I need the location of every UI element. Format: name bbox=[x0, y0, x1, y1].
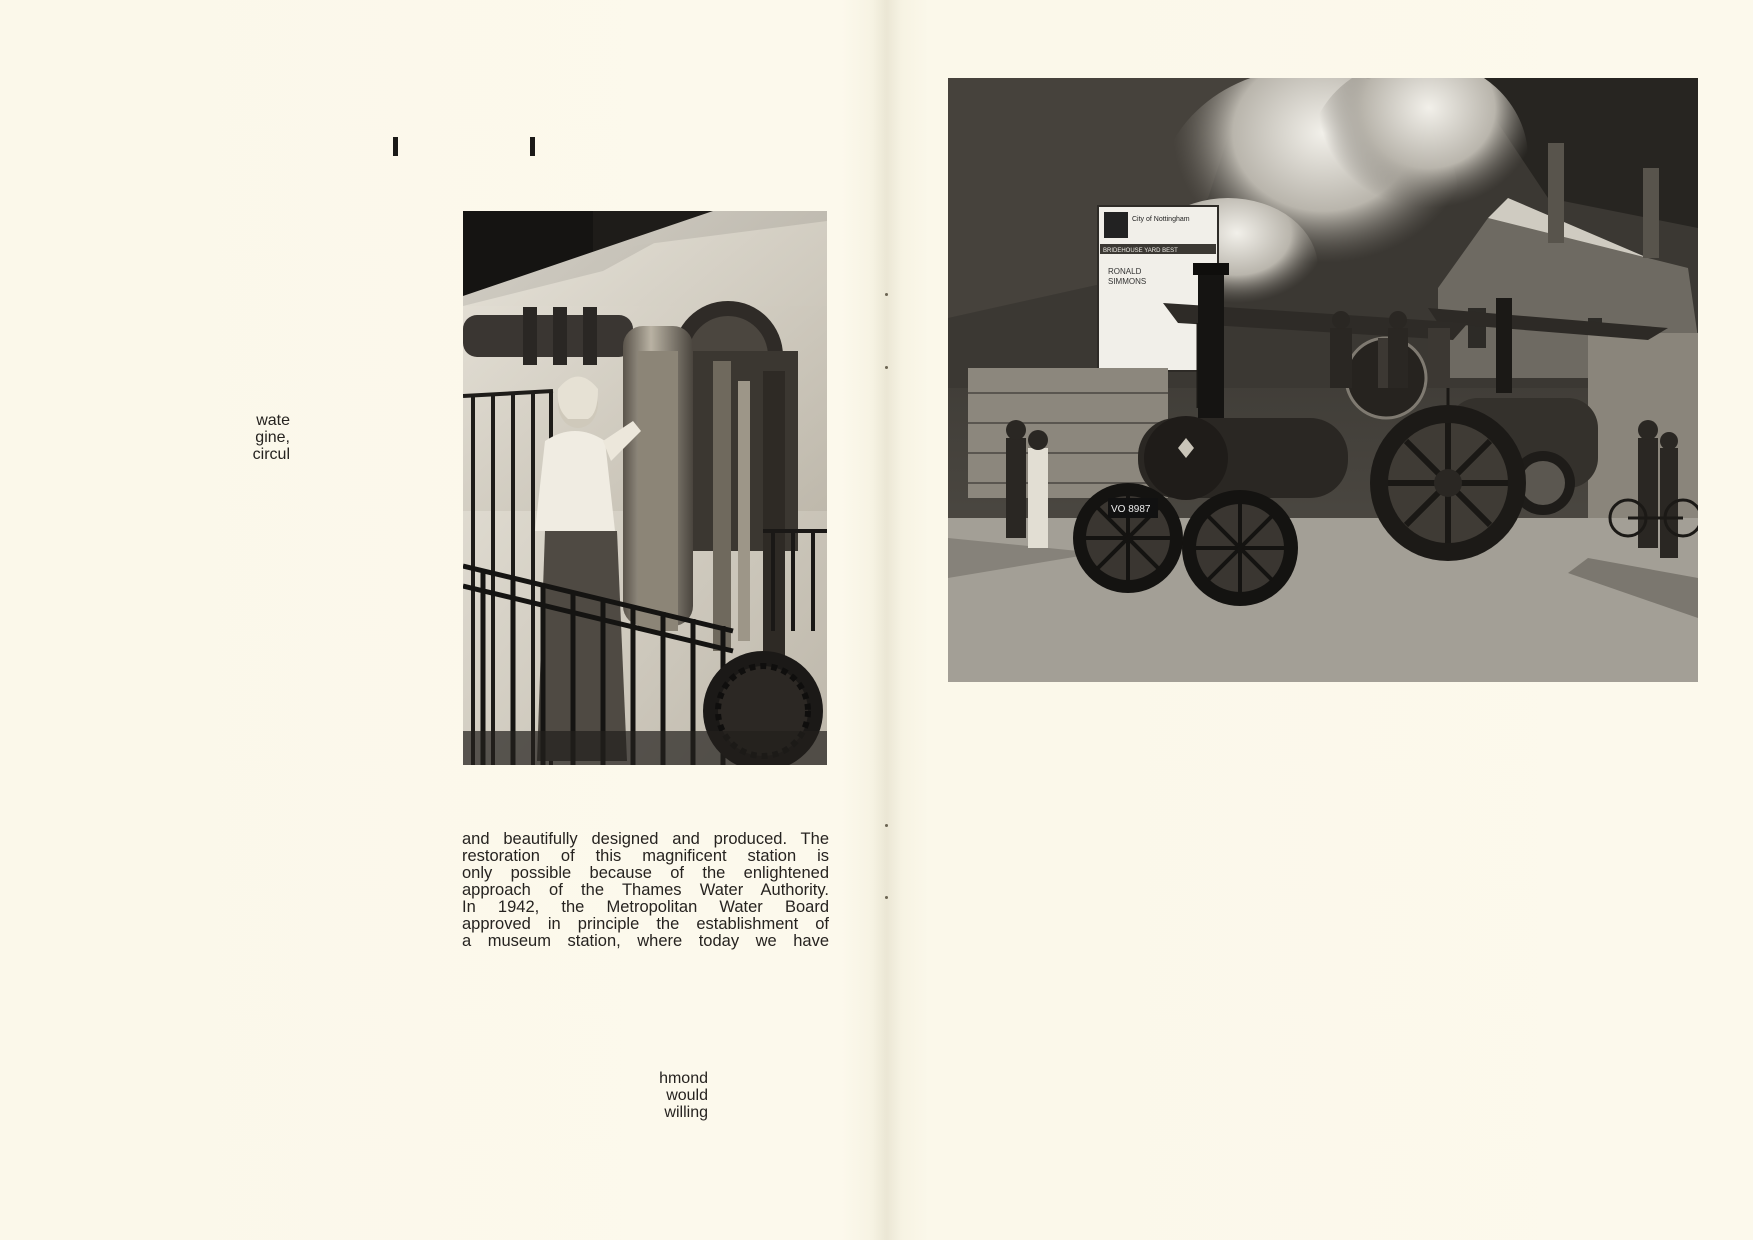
text-fragment-bottom: hmond would willing bbox=[659, 1070, 708, 1121]
beam-engine-illustration bbox=[463, 211, 827, 765]
print-speck bbox=[885, 896, 888, 899]
print-speck bbox=[885, 824, 888, 827]
body-line: restoration of this magnificent station is bbox=[462, 847, 829, 865]
photo-traction-engines bbox=[948, 78, 1698, 682]
body-line: and beautifully designed and produced. The bbox=[462, 830, 829, 848]
sign-line-3: RONALD bbox=[1108, 267, 1142, 276]
registration-plate: VO 8987 bbox=[1111, 504, 1151, 515]
print-speck bbox=[885, 366, 888, 369]
body-line: approved in principle the establishment of bbox=[462, 915, 829, 933]
body-line: a museum station, where today we have bbox=[462, 932, 829, 950]
body-line: only possible because of the enlightened bbox=[462, 864, 829, 882]
body-paragraph bbox=[462, 831, 829, 950]
traction-engine-illustration bbox=[948, 78, 1698, 682]
page-gutter bbox=[872, 0, 902, 1240]
sign-line-2: BRIDEHOUSE YARD BEST bbox=[1103, 248, 1178, 254]
sign-line-1: City of Nottingham bbox=[1132, 216, 1190, 223]
photo-beam-engine bbox=[463, 211, 827, 765]
print-speck bbox=[885, 293, 888, 296]
body-line: approach of the Thames Water Authority. bbox=[462, 881, 829, 899]
text-fragment-top: wate gine, circul bbox=[252, 412, 290, 463]
printed-bar-mark-right bbox=[530, 137, 535, 156]
sign-line-4: SIMMONS bbox=[1108, 277, 1147, 286]
printed-bar-mark-left bbox=[393, 137, 398, 156]
body-line: In 1942, the Metropolitan Water Board bbox=[462, 898, 829, 916]
